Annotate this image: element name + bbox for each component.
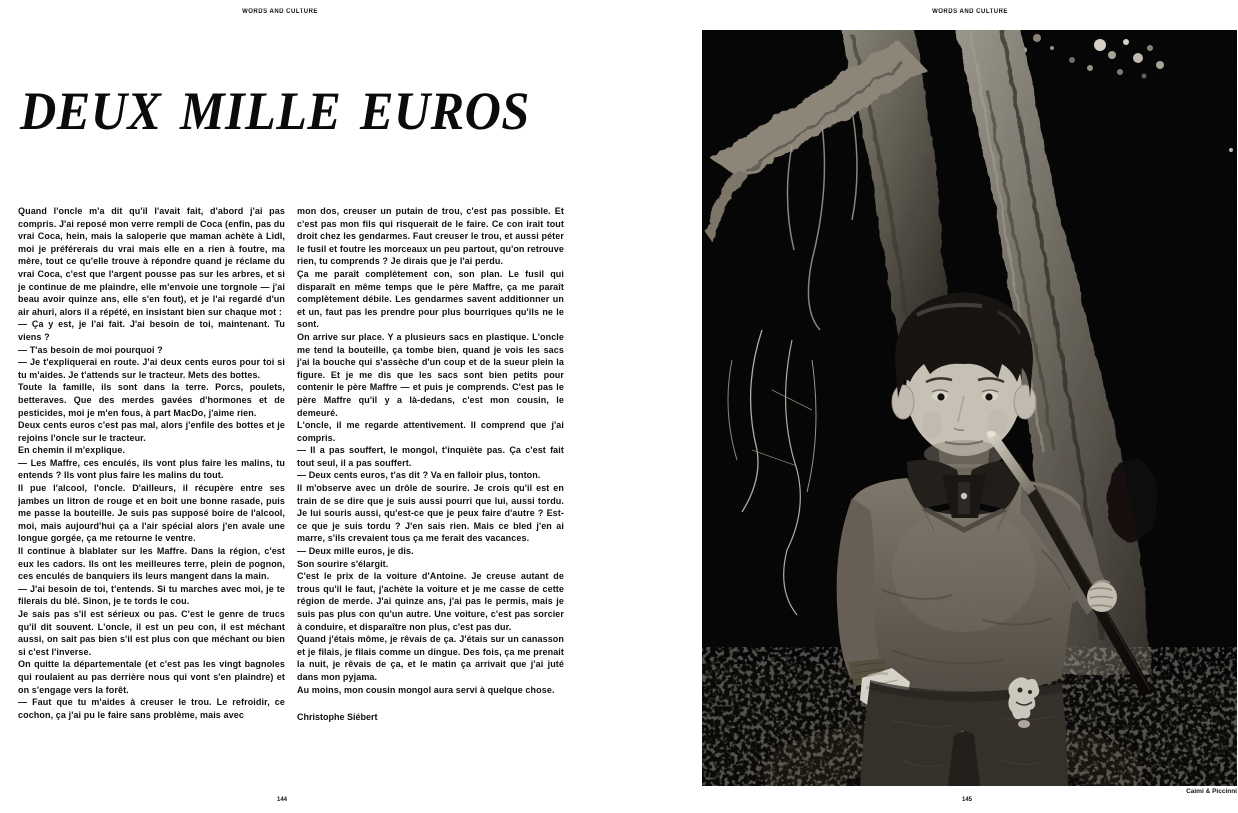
paragraph: mon dos, creuser un putain de trou, c'est pas possible. Et c'est pas mon fils qui risquerait de le faire. Ce con irait tout droit chez les gendarmes. Faut creuser le trou, et aussi péter le fusil et foutre les morceaux un peu partout, qu'on retrouve rien, tu comprends ? Je dirais que je l'ai perdu. bbox=[297, 206, 564, 267]
paragraph: Ça me paraît complètement con, son plan. Le fusil qui disparaît en même temps que le père Maffre, ça me paraît complètement débile. Les gendarmes savent additionner un et un, faut pas les prendre pour plus bourriques qu'ils ne le sont. bbox=[297, 268, 564, 330]
paragraph: On arrive sur place. Y a plusieurs sacs en plastique. L'oncle me tend la bouteille, ça tombe bien, quand je vois les sacs j'ai la bouche qui s'assèche d'un coup et de la sueur plein la figure. Et je me dis que les sacs sont bien petits pour contenir le père Maffre — et puis je comprends. C'est pas le père Maffre qu'il y a là-dedans, c'est mon cousin, le demeuré. bbox=[297, 331, 564, 418]
paragraph: Il m'observe avec un drôle de sourire. Je crois qu'il est en train de se dire que je suis aussi pourri que lui, aussi tordu. Je lui souris aussi, qu'est-ce que je peux faire d'autre ? Est-ce que je suis tordu ? J'en sais rien. Mais ce bled j'en ai marre, s'ils crevaient tous ça me ferait des vacances. bbox=[297, 483, 564, 544]
paragraph: On quitte la départementale (et c'est pas les vingt bagnoles qui roulaient au pas derrière nous qui vont s'en plaindre) et on s'engage vers la forêt. bbox=[18, 659, 285, 695]
running-head-left: WORDS AND CULTURE bbox=[242, 8, 318, 16]
paragraph: Quand l'oncle m'a dit qu'il l'avait fait, d'abord j'ai pas compris. J'ai reposé mon verre rempli de Coca (enfin, pas du vrai Coca, hein, mais la saloperie que maman achète à Lidl, moi je préférerais du vrai mais elle en a rien à foutre, ma mère, tout ce qu'elle trouve à répondre quand je réclame du vrai Coca, c'est que l'argent pousse pas sur les arbres, et si je continue de me plaindre, elle m'envoie une torgnole — j'ai beau avoir quinze ans, elle s'en fout), et je l'ai regardé d'un air ahuri, alors il a répété, en insistant bien sur chaque mot : bbox=[18, 206, 285, 317]
paragraph: — Les Maffre, ces enculés, ils vont plus faire les malins, tu entends ? Ils vont plus faire les malins du tout. bbox=[18, 457, 285, 481]
paragraph: Au moins, mon cousin mongol aura servi à quelque chose. bbox=[297, 684, 555, 695]
text-column-2 bbox=[297, 205, 564, 777]
paragraph: Son sourire s'élargit. bbox=[297, 558, 389, 569]
paragraph: L'oncle, il me regarde attentivement. Il comprend que j'ai compris. bbox=[297, 420, 564, 443]
paragraph: En chemin il m'explique. bbox=[18, 445, 126, 456]
paragraph: — Deux cents euros, t'as dit ? Va en falloir plus, tonton. bbox=[297, 470, 541, 481]
text-column-2-paragraphs bbox=[297, 205, 564, 696]
paragraph: — Je t'expliquerai en route. J'ai deux cents euros pour toi si tu m'aides. Je t'attends sur le tracteur. Mets des bottes. bbox=[18, 357, 285, 380]
paragraph: Quand j'étais môme, je rêvais de ça. J'étais sur un canasson et je filais, je filais comme un dingue. Des fois, ça me prenait la nuit, je rêvais de ça, et le matin ça arrivait que j'ai juté dans mon pyjama. bbox=[297, 634, 564, 682]
photo-credit: Caimi & Piccinni bbox=[1186, 788, 1237, 795]
author-byline: Christophe Siébert bbox=[297, 712, 378, 723]
page-number-right: 145 bbox=[961, 797, 972, 803]
paragraph: Il continue à blablater sur les Maffre. Dans la région, c'est eux les cadors. Ils ont les meilleures terre, plein de pognon, ces enculés de banquiers ils leurs mangent dans la main. bbox=[18, 546, 285, 582]
text-column-1 bbox=[18, 205, 285, 777]
article-title: DEUX MILLE EUROS bbox=[20, 81, 530, 141]
paragraph: Il pue l'alcool, l'oncle. D'ailleurs, il récupère entre ses jambes un litron de rouge et en boit une bonne rasade, puis me passe la bouteille. Je suis pas supposé boire de l'alcool, moi, mais aujourd'hui ça a l'air spécial alors j'en avale une longue gorgée, ça me retourne le ventre. bbox=[18, 483, 285, 544]
paragraph: — Il a pas souffert, le mongol, t'inquiète pas. Ça c'est fait tout seul, il a pas souffert. bbox=[297, 445, 564, 468]
paragraph: — T'as besoin de moi pourquoi ? bbox=[18, 344, 163, 355]
paragraph: Je sais pas s'il est sérieux ou pas. C'est le genre de trucs qu'il dit souvent. L'oncle, il est un peu con, il est méchant aussi, on sait pas bien s'il est plus con que méchant ou bien si c'est l'inverse. bbox=[18, 609, 285, 657]
paragraph: — Ça y est, je l'ai fait. J'ai besoin de toi, maintenant. Tu viens ? bbox=[18, 319, 285, 342]
photo-illustration bbox=[702, 30, 1237, 786]
paragraph: C'est le prix de la voiture d'Antoine. Je creuse autant de trous qu'il le faut, j'achète la voiture et je me casse de cette région de merde. J'ai quinze ans, j'ai pas le permis, mais je suis pas plus con qu'un autre. Une voiture, c'est pas sorcier à conduire, et disparaître non plus, c'est pas dur. bbox=[297, 571, 564, 632]
article-body bbox=[18, 205, 564, 777]
paragraph: — Faut que tu m'aides à creuser le trou. Le refroidir, ce cochon, ça j'ai pu le faire sans problème, mais avec bbox=[18, 697, 285, 720]
paragraph: — Deux mille euros, je dis. bbox=[297, 546, 414, 557]
photograph bbox=[702, 30, 1237, 786]
paragraph: Toute la famille, ils sont dans la terre. Porcs, poulets, betteraves. Que des merdes gavées d'hormones et de pesticides, moi je m'en fous, à part MacDo, j'aime rien. bbox=[18, 382, 285, 418]
paragraph: — J'ai besoin de toi, t'entends. Si tu marches avec moi, je te filerais du blé. Sinon, je te tords le cou. bbox=[18, 583, 285, 607]
running-head-right: WORDS AND CULTURE bbox=[932, 8, 1008, 16]
page-number-left: 144 bbox=[276, 797, 287, 803]
paragraph: Deux cents euros c'est pas mal, alors j'enfile des bottes et je rejoins l'oncle sur le tracteur. bbox=[18, 420, 285, 443]
film-grain-overlay bbox=[702, 30, 1237, 786]
